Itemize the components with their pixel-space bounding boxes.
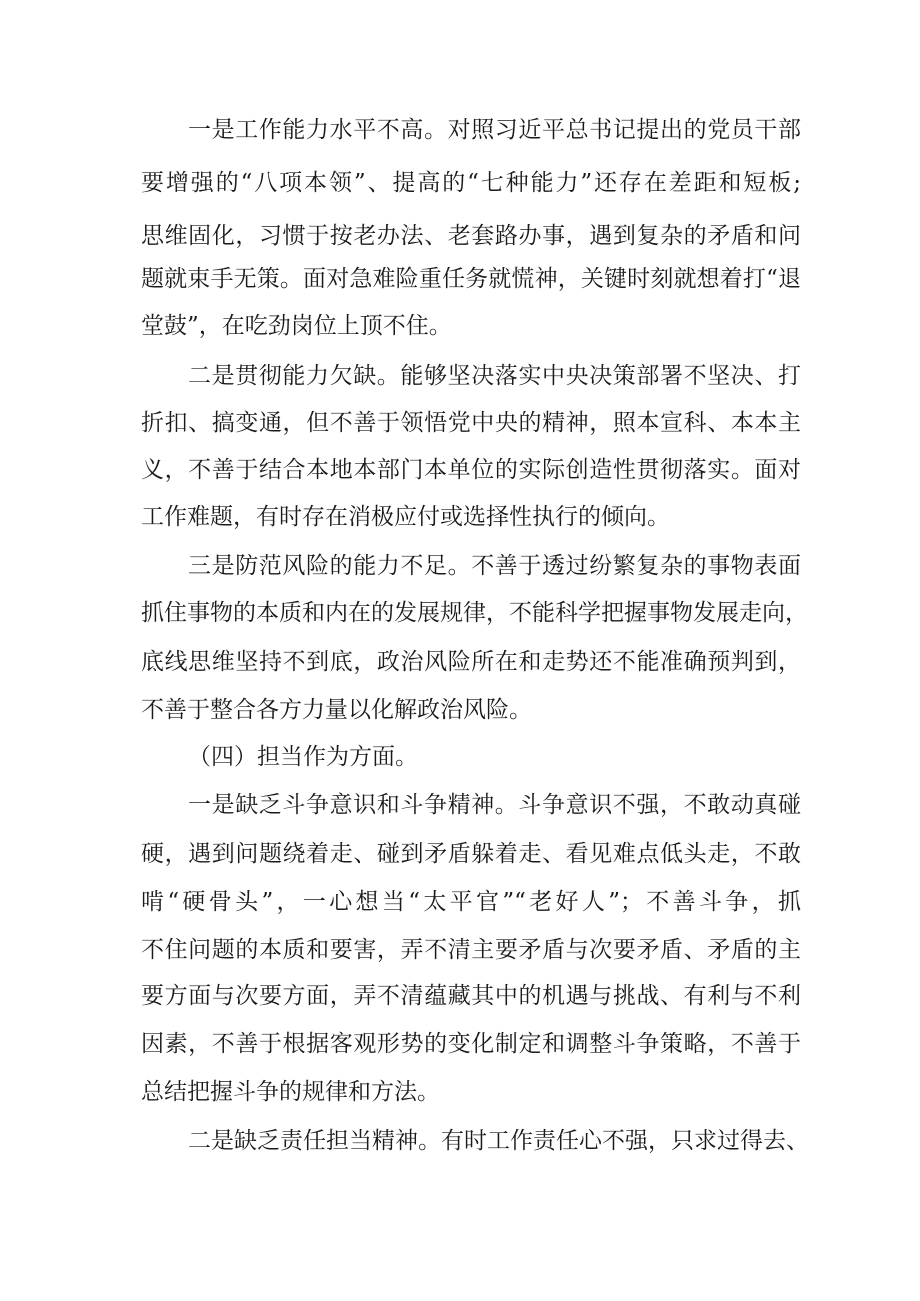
text-line: 不住问题的本质和要害，弄不清主要矛盾与次要矛盾、矛盾的主 — [141, 937, 801, 963]
text-line: 一是工作能力水平不高。对照习近平总书记提出的党员干部 — [188, 117, 801, 143]
section-heading-text: （四）担当作为方面。 — [188, 744, 418, 770]
text-line: 工作难题，有时存在消极应付或选择性执行的倾向。 — [141, 504, 670, 530]
text-line: 总结把握斗争的规律和方法。 — [141, 1079, 440, 1105]
text-line: 要方面与次要方面，弄不清蕴藏其中的机遇与挑战、有利与不利 — [141, 983, 801, 1009]
text-line: 三是防范风险的能力不足。不善于透过纷繁复杂的事物表面 — [188, 553, 801, 579]
text-line: 底线思维坚持不到底，政治风险所在和走势还不能准确预判到， — [141, 649, 801, 675]
text-line: 硬，遇到问题绕着走、碰到矛盾躲着走、看见难点低头走，不敢 — [141, 841, 801, 867]
text-line: 一是缺乏斗争意识和斗争精神。斗争意识不强，不敢动真碰 — [188, 792, 801, 818]
text-line: 要增强的“八项本领”、提高的“七种能力”还存在差距和短板; — [141, 170, 801, 196]
text-line: 二是贯彻能力欠缺。能够坚决落实中央决策部署不坚决、打 — [188, 363, 801, 389]
text-line: 堂鼓”，在吃劲岗位上顶不住。 — [141, 313, 452, 339]
text-line: 不善于整合各方力量以化解政治风险。 — [141, 697, 532, 723]
text-line: 折扣、搞变通，但不善于领悟党中央的精神，照本宣科、本本主 — [141, 410, 801, 436]
text-line: 因素，不善于根据客观形势的变化制定和调整斗争策略，不善于 — [141, 1031, 801, 1057]
text-line: 题就束手无策。面对急难险重任务就慌神，关键时刻就想着打“退 — [141, 266, 801, 292]
text-line: 啃“硬骨头”，一心想当“太平官”“老好人”；不善斗争，抓 — [141, 889, 801, 915]
text-line: 思维固化，习惯于按老办法、老套路办事，遇到复杂的矛盾和问 — [141, 223, 801, 249]
text-line: 抓住事物的本质和内在的发展规律，不能科学把握事物发展走向， — [141, 600, 808, 626]
text-line: 义，不善于结合本地本部门本单位的实际创造性贯彻落实。面对 — [141, 457, 801, 483]
text-line: 二是缺乏责任担当精神。有时工作责任心不强，只求过得去、 — [188, 1128, 809, 1154]
